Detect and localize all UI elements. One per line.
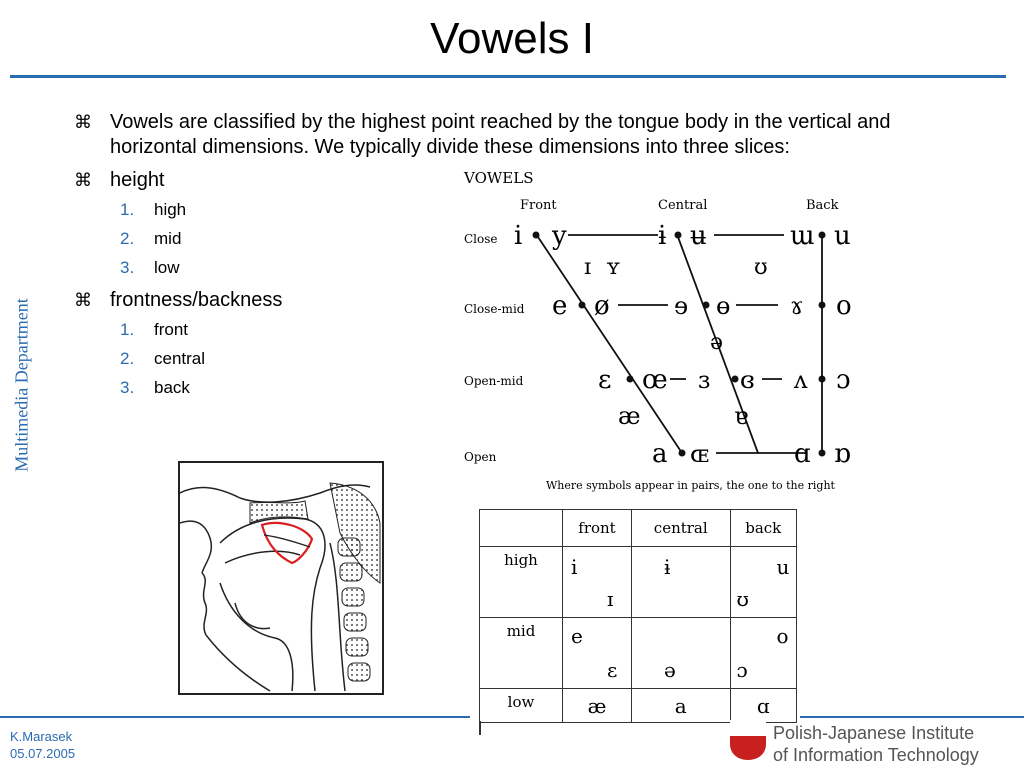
table-cell <box>563 547 632 618</box>
ipa-symbol: ɪ <box>607 587 614 611</box>
chart-dot <box>627 376 634 383</box>
item-number: 3. <box>120 258 135 277</box>
ipa-symbol: e <box>552 291 568 321</box>
ipa-symbol: ɔ <box>736 658 748 682</box>
ipa-symbol: o <box>836 291 852 321</box>
ipa-symbol: ø <box>594 291 610 321</box>
ipa-symbol: y <box>552 221 567 251</box>
ipa-symbol: æ <box>563 689 632 723</box>
ipa-symbol: u <box>776 555 790 579</box>
item-number: 1. <box>120 320 135 339</box>
table-cell <box>632 618 731 689</box>
ipa-symbol: i <box>514 221 523 251</box>
vowel-table <box>479 509 797 723</box>
command-icon: ⌘ <box>74 112 92 132</box>
chart-column-label: Front <box>520 198 557 213</box>
ipa-symbol: ɜ <box>698 366 711 394</box>
ipa-symbol: ɑ <box>794 439 811 469</box>
table-header: front <box>563 510 632 547</box>
vocal-tract-drawing <box>180 463 382 693</box>
ipa-symbol: ɛ <box>607 658 618 682</box>
footer-date: 05.07.2005 <box>10 746 76 761</box>
bullet-item <box>74 110 894 160</box>
slide-title: Vowels I <box>430 14 594 63</box>
chart-row-label: Open-mid <box>464 374 524 388</box>
command-icon: ⌘ <box>74 290 92 310</box>
ipa-symbol: ʌ <box>794 366 808 394</box>
ipa-symbol: ə <box>664 658 676 682</box>
ipa-symbol: u <box>834 221 851 251</box>
chart-column-label: Back <box>806 198 839 213</box>
ipa-symbol: ɞ <box>740 366 755 394</box>
table-row <box>480 618 797 689</box>
chart-dot <box>533 232 540 239</box>
bullet-text: height <box>110 169 165 191</box>
row-label: mid <box>480 618 563 689</box>
chart-row-label: Close <box>464 232 498 246</box>
table-tail <box>479 721 481 735</box>
ipa-symbol: æ <box>618 402 641 430</box>
item-number: 3. <box>120 378 135 397</box>
side-label: Multimedia Department <box>11 298 32 472</box>
item-label: low <box>154 258 180 277</box>
table-header: back <box>730 510 797 547</box>
ipa-symbol: ɛ <box>598 365 612 395</box>
ipa-symbol: ɤ <box>790 292 804 320</box>
ipa-symbol: ɔ <box>836 365 851 395</box>
chart-caption: Where symbols appear in pairs, the one to the right <box>546 479 835 492</box>
ipa-symbol: ɒ <box>834 439 851 469</box>
institute-line-2: of Information Technology <box>773 745 979 765</box>
chart-dot <box>732 376 739 383</box>
chart-dot <box>819 232 826 239</box>
tongue-highlight <box>262 523 312 563</box>
ipa-symbol: o <box>776 624 789 648</box>
item-label: high <box>154 200 187 219</box>
chart-title: VOWELS <box>464 169 534 187</box>
institute-name <box>773 722 979 766</box>
ipa-symbol: ɑ <box>730 689 797 723</box>
ipa-symbol: e <box>571 624 583 648</box>
chart-dot <box>819 376 826 383</box>
ipa-symbol: ɐ <box>734 402 749 430</box>
chart-row-label: Close-mid <box>464 302 525 316</box>
command-icon: ⌘ <box>74 170 92 190</box>
ipa-chart-svg <box>460 165 880 500</box>
ipa-symbol: ʏ <box>606 255 621 280</box>
table-cell <box>563 618 632 689</box>
footer-author: K.Marasek <box>10 729 73 744</box>
institute-line-1: Polish-Japanese Institute <box>773 723 975 743</box>
item-label: front <box>154 320 189 339</box>
table-header: central <box>632 510 731 547</box>
ipa-symbol: ɘ <box>674 292 689 320</box>
table-cell <box>730 547 797 618</box>
ipa-symbol: ɯ <box>790 221 815 251</box>
ipa-symbol: a <box>632 689 731 723</box>
ipa-symbol: ʉ <box>690 221 707 251</box>
chart-dot <box>819 302 826 309</box>
ipa-symbol: ɨ <box>664 555 671 579</box>
row-label: low <box>480 689 563 723</box>
institute-logo-icon <box>728 718 768 762</box>
title-rule <box>10 75 1006 78</box>
chart-dot <box>703 302 710 309</box>
chart-column-label: Central <box>658 198 708 213</box>
chart-row-label: Open <box>464 450 497 464</box>
vocal-tract-image <box>178 461 384 695</box>
row-label: high <box>480 547 563 618</box>
item-number: 2. <box>120 349 135 368</box>
ipa-symbol: a <box>652 439 668 469</box>
ipa-symbol: ɨ <box>658 221 667 251</box>
item-number: 1. <box>120 200 135 219</box>
table-row <box>480 510 797 547</box>
footer-author-block <box>10 728 75 762</box>
footer-rule-left <box>0 716 470 718</box>
ipa-symbol: ɪ <box>584 255 592 280</box>
chart-dot <box>679 450 686 457</box>
ipa-symbol: ɵ <box>716 292 731 320</box>
ipa-symbol: i <box>571 555 578 579</box>
ipa-symbol: ʊ <box>754 255 768 280</box>
footer-rule-right <box>800 716 1024 718</box>
item-label: mid <box>154 229 182 248</box>
bullet-text: frontness/backness <box>110 289 283 311</box>
ipa-symbol: ʊ <box>736 587 749 611</box>
ipa-symbol: ə <box>710 330 724 355</box>
ipa-symbol: ɶ <box>690 440 709 468</box>
item-label: back <box>154 378 190 397</box>
table-corner <box>480 510 563 547</box>
table-row <box>480 547 797 618</box>
table-cell <box>632 547 731 618</box>
item-label: central <box>154 349 206 368</box>
chart-dot <box>675 232 682 239</box>
chart-dot <box>819 450 826 457</box>
table-cell <box>730 618 797 689</box>
bullet-text: Vowels are classified by the highest point reached by the tongue body in the vertical and horizontal dimensions. We typically divide these dimensions into three slices: <box>110 111 891 158</box>
chart-dot <box>579 302 586 309</box>
item-number: 2. <box>120 229 135 248</box>
ipa-vowel-chart <box>460 165 880 500</box>
ipa-symbol: œ <box>642 365 668 395</box>
